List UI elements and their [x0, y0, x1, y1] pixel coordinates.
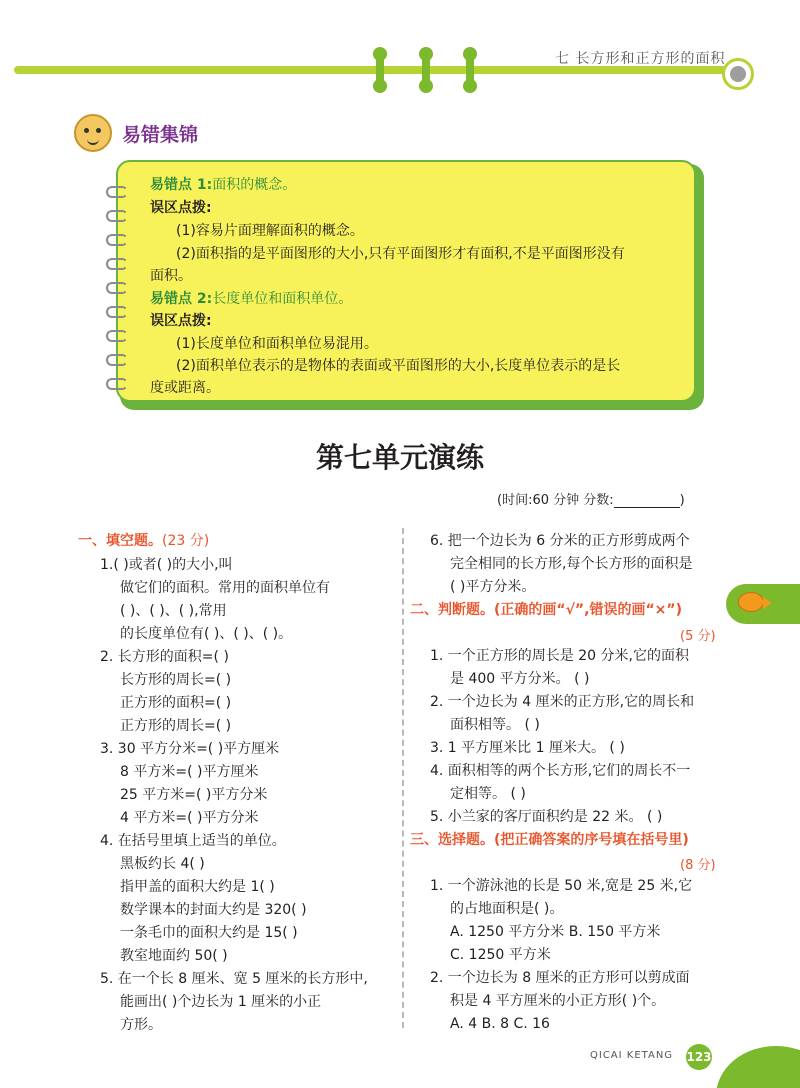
card-text-line: (2)面积单位表示的是物体的表面或平面图形的大小,长度单位表示的是长 [176, 358, 621, 374]
section-points: (8 分) [680, 858, 716, 873]
column-divider [402, 528, 404, 1028]
question-line: 4. 面积相等的两个长方形,它们的周长不一 [430, 763, 691, 779]
question-line: 2. 一个边长为 4 厘米的正方形,它的周长和 [430, 694, 695, 710]
question-line: 25 平方米=( )平方分米 [120, 787, 268, 803]
binder-ring-icon [106, 282, 128, 294]
footer-brand: QICAI KETANG [590, 1050, 674, 1061]
binder-ring-icon [106, 354, 128, 366]
question-line: 的长度单位有( )、( )、( )。 [120, 626, 293, 642]
header-pin-icon [466, 50, 474, 90]
question-line: 3. 30 平方分米=( )平方厘米 [100, 741, 280, 757]
page-number: 123 [686, 1044, 712, 1070]
mascot-badge-icon [722, 58, 754, 90]
question-line: 1.( )或者( )的大小,叫 [100, 557, 233, 573]
question-line: 一条毛巾的面积大约是 15( ) [120, 925, 298, 941]
choice-options: A. 4 B. 8 C. 16 [450, 1016, 550, 1032]
page-title: 第七单元演练 [315, 441, 484, 474]
question-line: 定相等。 ( ) [450, 786, 526, 802]
question-line: 教室地面约 50( ) [120, 948, 228, 964]
error-point-2: 易错点 2:长度单位和面积单位。 [150, 291, 353, 307]
section-true-false: 二、判断题。(正确的画“√”,错误的画“×”) [410, 602, 682, 618]
question-line: 面积相等。 ( ) [450, 717, 540, 733]
error-point-1: 易错点 1:面积的概念。 [150, 177, 297, 193]
binder-ring-icon [106, 234, 128, 246]
question-line: 指甲盖的面积大约是 1( ) [120, 879, 275, 895]
question-line: 4 平方米=( )平方分米 [120, 810, 259, 826]
section-points: (5 分) [680, 629, 716, 644]
section-title: 易错集锦 [122, 124, 199, 146]
choice-options: C. 1250 平方米 [450, 947, 551, 963]
section-fill-blank: 一、填空题。(23 分) [78, 533, 210, 549]
question-line: 5. 在一个长 8 厘米、宽 5 厘米的长方形中, [100, 971, 368, 987]
corner-decoration [716, 1046, 800, 1088]
binder-ring-icon [106, 306, 128, 318]
card-text-line: (1)容易片面理解面积的概念。 [176, 223, 364, 239]
question-line: 1. 一个游泳池的长是 50 米,宽是 25 米,它 [430, 878, 693, 894]
question-line: 数学课本的封面大约是 320( ) [120, 902, 307, 918]
binder-ring-icon [106, 330, 128, 342]
header-pin-icon [376, 50, 384, 90]
question-line: 方形。 [120, 1017, 162, 1033]
card-text-line: 面积。 [150, 268, 192, 284]
question-line: 长方形的周长=( ) [120, 672, 232, 688]
question-line: 6. 把一个边长为 6 分米的正方形剪成两个 [430, 533, 690, 549]
question-line: ( )、( )、( ),常用 [120, 603, 227, 619]
question-line: 5. 小兰家的客厅面积约是 22 米。 ( ) [430, 809, 663, 825]
card-text-line: 度或距离。 [150, 380, 220, 396]
question-line: 2. 一个边长为 8 厘米的正方形可以剪成面 [430, 970, 690, 986]
binder-ring-icon [106, 378, 128, 390]
card-text-line: (2)面积指的是平面图形的大小,只有平面图形才有面积,不是平面图形没有 [176, 246, 625, 262]
binder-ring-icon [106, 186, 128, 198]
question-line: 正方形的周长=( ) [120, 718, 232, 734]
question-line: 3. 1 平方厘米比 1 厘米大。 ( ) [430, 740, 625, 756]
tips-label: 误区点拨: [150, 313, 212, 329]
question-line: 8 平方米=( )平方厘米 [120, 764, 259, 780]
score-blank[interactable] [614, 494, 680, 508]
fish-icon [738, 592, 764, 612]
card-text-line: (1)长度单位和面积单位易混用。 [176, 336, 378, 352]
time-score: (时间:60 分钟 分数: ) [497, 493, 685, 508]
binder-ring-icon [106, 210, 128, 222]
question-line: 能画出( )个边长为 1 厘米的小正 [120, 994, 322, 1010]
question-line: 2. 长方形的面积=( ) [100, 649, 229, 665]
choice-options: A. 1250 平方分米 B. 150 平方米 [450, 924, 661, 940]
question-line: 正方形的面积=( ) [120, 695, 232, 711]
section-multiple-choice: 三、选择题。(把正确答案的序号填在括号里) [410, 832, 689, 848]
question-line: 是 400 平方分米。 ( ) [450, 671, 590, 687]
header-pin-icon [422, 50, 430, 90]
question-line: 做它们的面积。常用的面积单位有 [120, 580, 330, 596]
question-line: 的占地面积是( )。 [450, 901, 564, 917]
question-line: 4. 在括号里填上适当的单位。 [100, 833, 286, 849]
question-line: 积是 4 平方厘米的小正方形( )个。 [450, 993, 666, 1009]
tips-label: 误区点拨: [150, 200, 212, 216]
question-line: 黑板约长 4( ) [120, 856, 205, 872]
question-line: 1. 一个正方形的周长是 20 分米,它的面积 [430, 648, 689, 664]
binder-ring-icon [106, 258, 128, 270]
mascot-icon [74, 114, 112, 152]
question-line: 完全相同的长方形,每个长方形的面积是 [450, 556, 693, 572]
chapter-title: 七 长方形和正方形的面积 [555, 51, 726, 67]
question-line: ( )平方分米。 [450, 579, 536, 595]
